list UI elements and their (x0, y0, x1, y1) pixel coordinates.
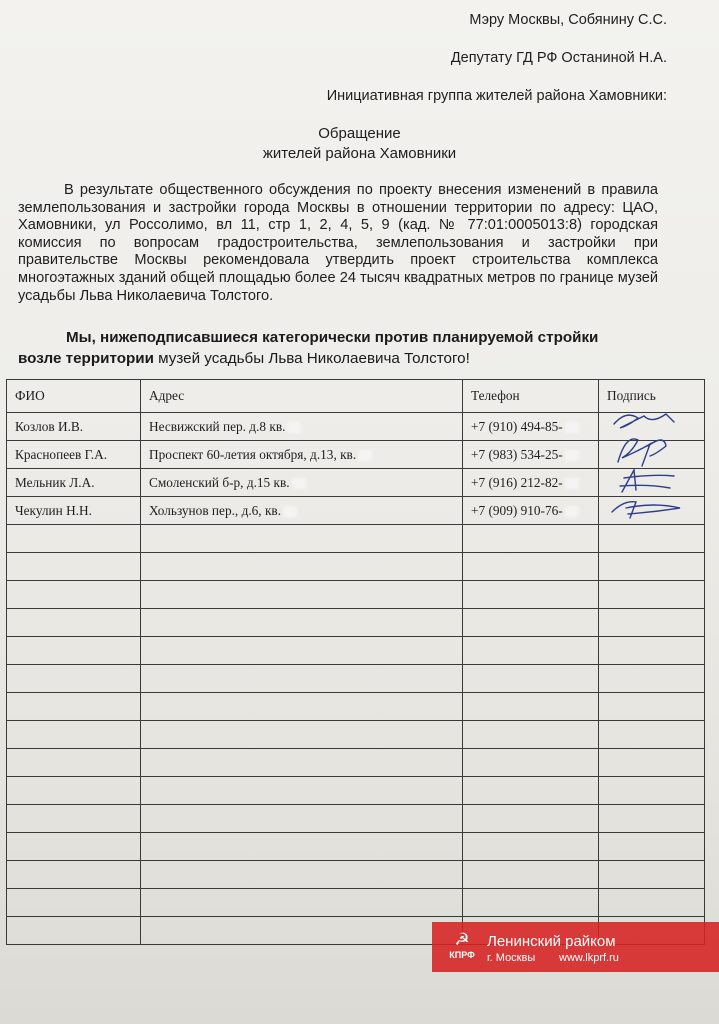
empty-cell (7, 553, 141, 581)
protest-statement (18, 327, 698, 369)
document-title: Обращение (318, 125, 401, 142)
name-text: Козлов И.В. (15, 418, 84, 434)
empty-table-row (7, 637, 705, 665)
redaction-blur (358, 450, 372, 461)
empty-table-row (7, 833, 705, 861)
empty-cell (141, 805, 463, 833)
empty-cell (141, 917, 463, 945)
redaction-blur (283, 506, 297, 517)
address-cell (141, 441, 463, 469)
header-phone: Телефон (463, 380, 599, 413)
empty-cell (7, 833, 141, 861)
empty-cell (141, 553, 463, 581)
phone-text: +7 (910) 494-85- (471, 418, 563, 434)
watermark-city: г. Москвы (487, 952, 536, 964)
empty-cell (463, 665, 599, 693)
address-cell (141, 413, 463, 441)
empty-cell (7, 693, 141, 721)
empty-cell (141, 665, 463, 693)
empty-table-row (7, 693, 705, 721)
empty-table-row (7, 609, 705, 637)
signature-cell (599, 413, 705, 441)
signature-cell (599, 497, 705, 525)
empty-cell (141, 693, 463, 721)
empty-cell (463, 721, 599, 749)
address-cell (141, 497, 463, 525)
empty-table-row (7, 805, 705, 833)
protest-rest: музей усадьбы Льва Николаевича Толстого! (153, 350, 470, 367)
signatures-table (6, 379, 705, 945)
kprf-watermark (432, 922, 719, 972)
signature-cell (599, 441, 705, 469)
empty-cell (141, 861, 463, 889)
empty-table-row (7, 749, 705, 777)
empty-cell (599, 693, 705, 721)
table-row (7, 497, 705, 525)
empty-cell (7, 861, 141, 889)
empty-cell (463, 833, 599, 861)
address-cell (141, 469, 463, 497)
appeal-text: В результате общественного обсуждения по проекту внесения изменений в правила землепользования и застройки города Москвы в отношении территории по адресу: ЦАО, Хамовники, ул Россолимо, вл 11, стр 1, 2, 4, 5, 9 (кад. № 77:01:0005013:8) городская комиссия по вопросам градостроительства, землепользования и застройки при правительстве Москвы рекомендовала утвердить проект строительства комплекса многоэтажных зданий общей площадью более 24 тысяч квадратных метров по границе музей усадьбы Льва Николаевича Толстого. (18, 182, 659, 304)
empty-cell (599, 665, 705, 693)
empty-cell (599, 777, 705, 805)
watermark-site: www.lkprf.ru (559, 952, 619, 964)
empty-cell (7, 805, 141, 833)
empty-cell (463, 609, 599, 637)
empty-table-row (7, 721, 705, 749)
empty-cell (141, 889, 463, 917)
name-cell (7, 497, 141, 525)
redaction-blur (292, 478, 306, 489)
empty-cell (599, 861, 705, 889)
table-header-row (7, 380, 705, 413)
empty-cell (7, 581, 141, 609)
redaction-blur (565, 506, 579, 517)
redaction-blur (565, 450, 579, 461)
name-cell (7, 413, 141, 441)
header-signature: Подпись (599, 380, 705, 413)
empty-cell (599, 581, 705, 609)
empty-cell (463, 553, 599, 581)
phone-cell (463, 497, 599, 525)
initiative-group: Инициативная группа жителей района Хамовники: (326, 88, 667, 104)
empty-cell (599, 749, 705, 777)
empty-table-row (7, 581, 705, 609)
empty-cell (141, 609, 463, 637)
empty-cell (7, 637, 141, 665)
empty-cell (141, 721, 463, 749)
redaction-blur (565, 478, 579, 489)
table-row (7, 413, 705, 441)
addressee-mayor: Мэру Москвы, Собянину С.С. (469, 12, 667, 28)
protest-bold-line: Мы, нижеподписавшиеся категорически против планируемой стройки (66, 329, 599, 346)
empty-cell (7, 917, 141, 945)
empty-table-row (7, 553, 705, 581)
signature-cell (599, 469, 705, 497)
address-text: Проспект 60-летия октября, д.13, кв. (149, 446, 357, 462)
empty-cell (599, 637, 705, 665)
name-text: Чекулин Н.Н. (15, 502, 92, 518)
redaction-blur (565, 422, 579, 433)
empty-cell (599, 721, 705, 749)
empty-cell (7, 721, 141, 749)
addressee-deputy: Депутату ГД РФ Останиной Н.А. (450, 50, 667, 66)
name-text: Краснопеев Г.А. (15, 446, 108, 462)
empty-table-row (7, 665, 705, 693)
empty-cell (7, 777, 141, 805)
watermark-name: Ленинский райком (487, 933, 616, 950)
empty-cell (141, 525, 463, 553)
address-text: Смоленский б-р, д.15 кв. (149, 474, 290, 490)
empty-cell (463, 861, 599, 889)
empty-cell (141, 833, 463, 861)
empty-table-row (7, 861, 705, 889)
phone-text: +7 (909) 910-76- (471, 502, 563, 518)
empty-table-row (7, 777, 705, 805)
empty-cell (599, 609, 705, 637)
empty-cell (463, 637, 599, 665)
hammer-sickle-icon: ☭ (454, 930, 470, 949)
empty-cell (141, 749, 463, 777)
empty-cell (463, 581, 599, 609)
phone-cell (463, 413, 599, 441)
empty-cell (463, 525, 599, 553)
empty-cell (7, 889, 141, 917)
document-subtitle: жителей района Хамовники (262, 145, 457, 162)
phone-text: +7 (983) 534-25- (471, 446, 563, 462)
empty-cell (463, 889, 599, 917)
empty-table-row (7, 889, 705, 917)
redaction-blur (287, 422, 301, 433)
address-text: Несвижский пер. д.8 кв. (149, 418, 286, 434)
empty-cell (7, 609, 141, 637)
empty-cell (7, 525, 141, 553)
empty-cell (599, 833, 705, 861)
name-cell (7, 469, 141, 497)
empty-cell (599, 805, 705, 833)
empty-cell (599, 889, 705, 917)
header-address: Адрес (141, 380, 463, 413)
kprf-logo: ☭ КПРФ (442, 930, 482, 960)
header-name: ФИО (7, 380, 141, 413)
empty-cell (599, 553, 705, 581)
empty-cell (7, 749, 141, 777)
empty-cell (463, 693, 599, 721)
table-row (7, 469, 705, 497)
empty-cell (141, 777, 463, 805)
name-cell (7, 441, 141, 469)
empty-cell (141, 581, 463, 609)
address-text: Хользунов пер., д.6, кв. (149, 502, 282, 518)
table-row (7, 441, 705, 469)
name-text: Мельник Л.А. (15, 474, 95, 490)
protest-bold-start: возле территории (18, 350, 154, 367)
empty-cell (463, 805, 599, 833)
empty-cell (7, 665, 141, 693)
table-body (7, 413, 705, 945)
empty-cell (463, 777, 599, 805)
empty-table-row (7, 525, 705, 553)
phone-cell (463, 469, 599, 497)
empty-cell (141, 637, 463, 665)
phone-cell (463, 441, 599, 469)
empty-cell (463, 749, 599, 777)
phone-text: +7 (916) 212-82- (471, 474, 563, 490)
empty-cell (599, 525, 705, 553)
